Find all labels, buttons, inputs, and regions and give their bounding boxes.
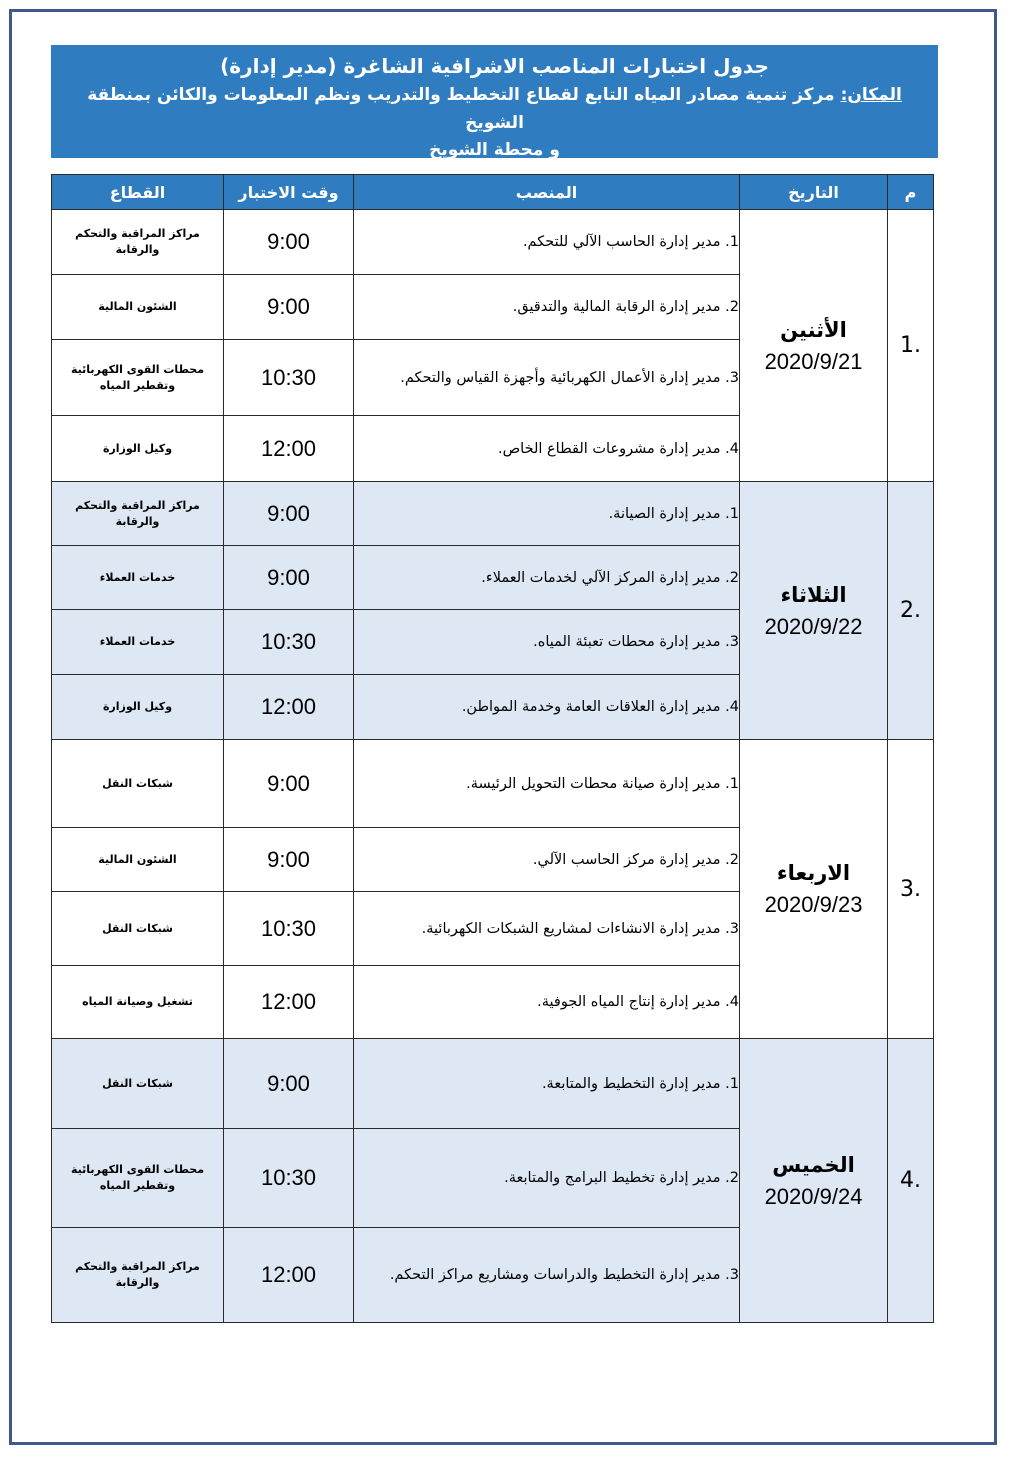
schedule-table <box>51 174 934 1323</box>
time-cell: 9:00 <box>224 1039 354 1129</box>
date-value: 2020/9/24 <box>764 1183 863 1209</box>
col-header-position: المنصب <box>354 175 740 210</box>
sector-cell: وكيل الوزارة <box>52 416 224 482</box>
date-value: 2020/9/21 <box>764 348 863 374</box>
sector-cell: خدمات العملاء <box>52 610 224 675</box>
sector-cell: مراكز المراقبة والتحكم والرقابة <box>52 482 224 546</box>
position-cell: 2. مدير إدارة الرقابة المالية والتدقيق. <box>354 275 740 340</box>
date-cell <box>740 1039 888 1323</box>
time-cell: 9:00 <box>224 275 354 340</box>
date-cell <box>740 740 888 1039</box>
sector-cell: وكيل الوزارة <box>52 675 224 740</box>
position-cell: 2. مدير إدارة تخطيط البرامج والمتابعة. <box>354 1129 740 1228</box>
time-cell: 10:30 <box>224 340 354 416</box>
table-row <box>52 740 934 828</box>
time-cell: 12:00 <box>224 966 354 1039</box>
location-text: مركز تنمية مصادر المياه التابع لقطاع التخطيط والتدريب ونظم المعلومات والكائن بمنطقة الشويخ <box>87 85 835 133</box>
table-row <box>52 1039 934 1129</box>
time-cell: 9:00 <box>224 546 354 610</box>
time-cell: 9:00 <box>224 828 354 892</box>
sector-cell: الشئون المالية <box>52 828 224 892</box>
sector-cell: الشئون المالية <box>52 275 224 340</box>
day-group-3 <box>52 740 934 1039</box>
time-cell: 12:00 <box>224 675 354 740</box>
time-cell: 12:00 <box>224 1228 354 1323</box>
group-number: .4 <box>888 1039 934 1323</box>
sector-cell: مراكز المراقبة والتحكم والرقابة <box>52 210 224 275</box>
day-name: الاربعاء <box>776 861 851 885</box>
day-group-2 <box>52 482 934 740</box>
position-cell: 2. مدير إدارة المركز الآلي لخدمات العملاء. <box>354 546 740 610</box>
position-cell: 4. مدير إدارة مشروعات القطاع الخاص. <box>354 416 740 482</box>
group-number: .2 <box>888 482 934 740</box>
date-cell <box>740 210 888 482</box>
page-title: جدول اختبارات المناصب الاشرافية الشاغرة (مدير إدارة) <box>220 54 769 78</box>
sector-cell: خدمات العملاء <box>52 546 224 610</box>
position-cell: 4. مدير إدارة إنتاج المياه الجوفية. <box>354 966 740 1039</box>
day-name: الخميس <box>772 1152 855 1177</box>
sector-cell: مراكز المراقبة والتحكم والرقابة <box>52 1228 224 1323</box>
position-cell: 3. مدير إدارة الانشاءات لمشاريع الشبكات الكهربائية. <box>354 892 740 966</box>
position-cell: 3. مدير إدارة محطات تعبئة المياه. <box>354 610 740 675</box>
location-label: المكان: <box>840 85 902 105</box>
position-cell: 2. مدير إدارة مركز الحاسب الآلي. <box>354 828 740 892</box>
location-line <box>51 81 938 137</box>
col-header-time: وقت الاختبار <box>224 175 354 210</box>
sector-cell: شبكات النقل <box>52 892 224 966</box>
time-cell: 10:30 <box>224 1129 354 1228</box>
date-value: 2020/9/22 <box>764 613 863 639</box>
position-cell: 3. مدير إدارة التخطيط والدراسات ومشاريع مراكز التحكم. <box>354 1228 740 1323</box>
time-cell: 9:00 <box>224 740 354 828</box>
table-row <box>52 210 934 275</box>
sector-cell: شبكات النقل <box>52 1039 224 1129</box>
sector-cell: محطات القوى الكهربائية وتقطير المياه <box>52 340 224 416</box>
day-group-1 <box>52 210 934 482</box>
date-cell <box>740 482 888 740</box>
date-value: 2020/9/23 <box>764 892 863 917</box>
position-cell: 1. مدير إدارة الحاسب الآلي للتحكم. <box>354 210 740 275</box>
time-cell: 10:30 <box>224 610 354 675</box>
col-header-date: التاريخ <box>740 175 888 210</box>
day-group-4 <box>52 1039 934 1323</box>
day-name: الثلاثاء <box>780 582 847 607</box>
group-number: .1 <box>888 210 934 482</box>
group-number: .3 <box>888 740 934 1039</box>
sector-cell: شبكات النقل <box>52 740 224 828</box>
table-header-row <box>52 175 934 210</box>
position-cell: 1. مدير إدارة الصيانة. <box>354 482 740 546</box>
position-cell: 3. مدير إدارة الأعمال الكهربائية وأجهزة القياس والتحكم. <box>354 340 740 416</box>
position-cell: 1. مدير إدارة صيانة محطات التحويل الرئيسة. <box>354 740 740 828</box>
day-name: الأثنين <box>780 317 847 342</box>
position-cell: 1. مدير إدارة التخطيط والمتابعة. <box>354 1039 740 1129</box>
time-cell: 9:00 <box>224 482 354 546</box>
schedule-header <box>51 45 938 158</box>
col-header-sector: القطاع <box>52 175 224 210</box>
time-cell: 12:00 <box>224 416 354 482</box>
sector-cell: تشغيل وصيانة المياه <box>52 966 224 1039</box>
time-cell: 9:00 <box>224 210 354 275</box>
position-cell: 4. مدير إدارة العلاقات العامة وخدمة المواطن. <box>354 675 740 740</box>
time-cell: 10:30 <box>224 892 354 966</box>
col-header-number: م <box>888 175 934 210</box>
table-row <box>52 482 934 546</box>
sector-cell: محطات القوى الكهربائية وتقطير المياه <box>52 1129 224 1228</box>
location-continuation: و محطة الشويخ <box>429 140 560 160</box>
